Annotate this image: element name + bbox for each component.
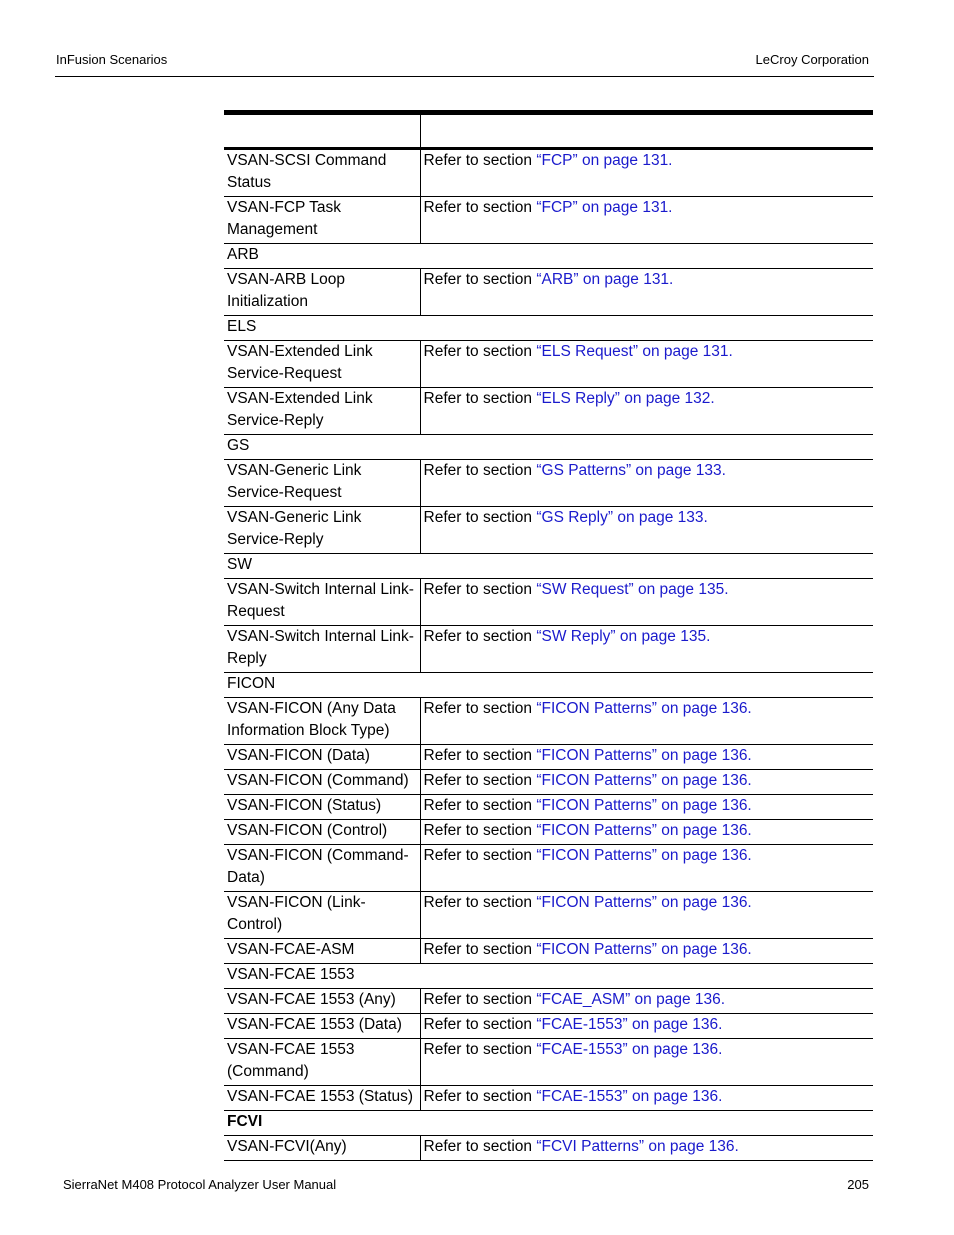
page-number: 205	[847, 1177, 869, 1192]
table-row	[224, 820, 873, 845]
table-section-row	[224, 244, 873, 269]
header-rule	[55, 76, 874, 77]
reference-cell	[420, 269, 873, 316]
pattern-name: VSAN-FICON (Link-Control)	[224, 892, 420, 939]
reference-cell	[420, 149, 873, 197]
refer-prefix: Refer to section	[423, 700, 537, 717]
table-header-row	[224, 113, 873, 149]
reference-cell	[420, 745, 873, 770]
refer-prefix: Refer to section	[423, 847, 537, 864]
section-label: FCVI	[224, 1111, 873, 1136]
pattern-name: VSAN-FICON (Control)	[224, 820, 420, 845]
section-link[interactable]: “FICON Patterns” on page 136.	[536, 847, 752, 864]
table-row	[224, 1136, 873, 1161]
reference-cell	[420, 460, 873, 507]
refer-prefix: Refer to section	[423, 271, 537, 288]
reference-cell	[420, 1014, 873, 1039]
refer-prefix: Refer to section	[423, 1138, 537, 1155]
pattern-name: VSAN-FICON (Command-Data)	[224, 845, 420, 892]
section-label: FICON	[224, 673, 873, 698]
section-link[interactable]: “FICON Patterns” on page 136.	[536, 772, 752, 789]
footer-title: SierraNet M408 Protocol Analyzer User Manual	[63, 1177, 337, 1192]
refer-prefix: Refer to section	[423, 509, 537, 526]
table-row	[224, 1086, 873, 1111]
section-link[interactable]: “FICON Patterns” on page 136.	[536, 941, 752, 958]
reference-cell	[420, 1039, 873, 1086]
reference-cell	[420, 845, 873, 892]
table-row	[224, 460, 873, 507]
pattern-name: VSAN-FCP Task Management	[224, 197, 420, 244]
refer-prefix: Refer to section	[423, 343, 537, 360]
table-row	[224, 698, 873, 745]
table-row	[224, 1014, 873, 1039]
pattern-name: VSAN-FCAE 1553 (Status)	[224, 1086, 420, 1111]
table-row	[224, 1039, 873, 1086]
section-link[interactable]: “FCAE_ASM” on page 136.	[536, 991, 726, 1008]
running-header-right: LeCroy Corporation	[755, 52, 869, 67]
reference-cell	[420, 1136, 873, 1161]
table-section-row	[224, 1111, 873, 1136]
table-row	[224, 341, 873, 388]
section-link[interactable]: “FCAE-1553” on page 136.	[536, 1016, 723, 1033]
section-label: ELS	[224, 316, 873, 341]
refer-prefix: Refer to section	[423, 991, 537, 1008]
refer-prefix: Refer to section	[423, 822, 537, 839]
table-row	[224, 845, 873, 892]
reference-cell	[420, 197, 873, 244]
section-label: GS	[224, 435, 873, 460]
table-row	[224, 795, 873, 820]
pattern-name: VSAN-FICON (Any Data Information Block Type)	[224, 698, 420, 745]
pattern-name: VSAN-FCAE-ASM	[224, 939, 420, 964]
table-row	[224, 149, 873, 197]
refer-prefix: Refer to section	[423, 390, 537, 407]
reference-cell	[420, 989, 873, 1014]
pattern-name: VSAN-FICON (Data)	[224, 745, 420, 770]
pattern-name: VSAN-FICON (Status)	[224, 795, 420, 820]
pattern-name: VSAN-SCSI Command Status	[224, 149, 420, 197]
section-link[interactable]: “SW Reply” on page 135.	[536, 628, 711, 645]
table-row	[224, 197, 873, 244]
refer-prefix: Refer to section	[423, 152, 537, 169]
table-row	[224, 626, 873, 673]
table-row	[224, 388, 873, 435]
pattern-name: VSAN-FCAE 1553 (Any)	[224, 989, 420, 1014]
refer-prefix: Refer to section	[423, 747, 537, 764]
reference-cell	[420, 820, 873, 845]
reference-cell	[420, 388, 873, 435]
pattern-name: VSAN-Switch Internal Link-Reply	[224, 626, 420, 673]
pattern-name: VSAN-Extended Link Service-Reply	[224, 388, 420, 435]
section-link[interactable]: “GS Patterns” on page 133.	[536, 462, 726, 479]
section-link[interactable]: “ARB” on page 131.	[536, 271, 674, 288]
reference-table	[224, 110, 873, 1161]
refer-prefix: Refer to section	[423, 1016, 537, 1033]
table-section-row	[224, 673, 873, 698]
section-link[interactable]: “GS Reply” on page 133.	[536, 509, 708, 526]
section-link[interactable]: “SW Request” on page 135.	[536, 581, 729, 598]
refer-prefix: Refer to section	[423, 941, 537, 958]
reference-cell	[420, 341, 873, 388]
pattern-name: VSAN-Generic Link Service-Request	[224, 460, 420, 507]
refer-prefix: Refer to section	[423, 581, 537, 598]
section-label: SW	[224, 554, 873, 579]
pattern-name: VSAN-FCVI(Any)	[224, 1136, 420, 1161]
refer-prefix: Refer to section	[423, 1041, 537, 1058]
reference-cell	[420, 1086, 873, 1111]
reference-cell	[420, 507, 873, 554]
pattern-name: VSAN-FCAE 1553 (Data)	[224, 1014, 420, 1039]
section-link[interactable]: “FICON Patterns” on page 136.	[536, 894, 752, 911]
section-link[interactable]: “FCAE-1553” on page 136.	[536, 1041, 723, 1058]
section-label: ARB	[224, 244, 873, 269]
reference-cell	[420, 626, 873, 673]
pattern-name: VSAN-FCAE 1553 (Command)	[224, 1039, 420, 1086]
section-link[interactable]: “ELS Reply” on page 132.	[536, 390, 715, 407]
pattern-name: VSAN-FICON (Command)	[224, 770, 420, 795]
section-label: VSAN-FCAE 1553	[224, 964, 873, 989]
section-link[interactable]: “ELS Request” on page 131.	[536, 343, 733, 360]
section-link[interactable]: “FICON Patterns” on page 136.	[536, 700, 752, 717]
table-row	[224, 269, 873, 316]
section-link[interactable]: “FCAE-1553” on page 136.	[536, 1088, 723, 1105]
section-link[interactable]: “FCP” on page 131.	[536, 199, 673, 216]
pattern-name: VSAN-Extended Link Service-Request	[224, 341, 420, 388]
table-section-row	[224, 435, 873, 460]
refer-prefix: Refer to section	[423, 462, 537, 479]
reference-cell	[420, 939, 873, 964]
reference-cell	[420, 892, 873, 939]
table-row	[224, 507, 873, 554]
table-row	[224, 989, 873, 1014]
section-link[interactable]: “FICON Patterns” on page 136.	[536, 822, 752, 839]
section-link[interactable]: “FICON Patterns” on page 136.	[536, 747, 752, 764]
table-row	[224, 579, 873, 626]
reference-cell	[420, 579, 873, 626]
table-row	[224, 939, 873, 964]
table-section-row	[224, 316, 873, 341]
header-cell-2	[420, 113, 873, 149]
section-link[interactable]: “FCVI Patterns” on page 136.	[536, 1138, 739, 1155]
pattern-name: VSAN-Generic Link Service-Reply	[224, 507, 420, 554]
table-section-row	[224, 964, 873, 989]
refer-prefix: Refer to section	[423, 772, 537, 789]
reference-cell	[420, 795, 873, 820]
table-row	[224, 745, 873, 770]
section-link[interactable]: “FCP” on page 131.	[536, 152, 673, 169]
table-row	[224, 892, 873, 939]
table-section-row	[224, 554, 873, 579]
pattern-name: VSAN-Switch Internal Link-Request	[224, 579, 420, 626]
header-cell-1	[224, 113, 420, 149]
reference-cell	[420, 698, 873, 745]
pattern-name: VSAN-ARB Loop Initialization	[224, 269, 420, 316]
section-link[interactable]: “FICON Patterns” on page 136.	[536, 797, 752, 814]
refer-prefix: Refer to section	[423, 1088, 537, 1105]
refer-prefix: Refer to section	[423, 199, 537, 216]
running-header-left: InFusion Scenarios	[56, 52, 168, 67]
refer-prefix: Refer to section	[423, 797, 537, 814]
refer-prefix: Refer to section	[423, 628, 537, 645]
table-row	[224, 770, 873, 795]
refer-prefix: Refer to section	[423, 894, 537, 911]
reference-cell	[420, 770, 873, 795]
